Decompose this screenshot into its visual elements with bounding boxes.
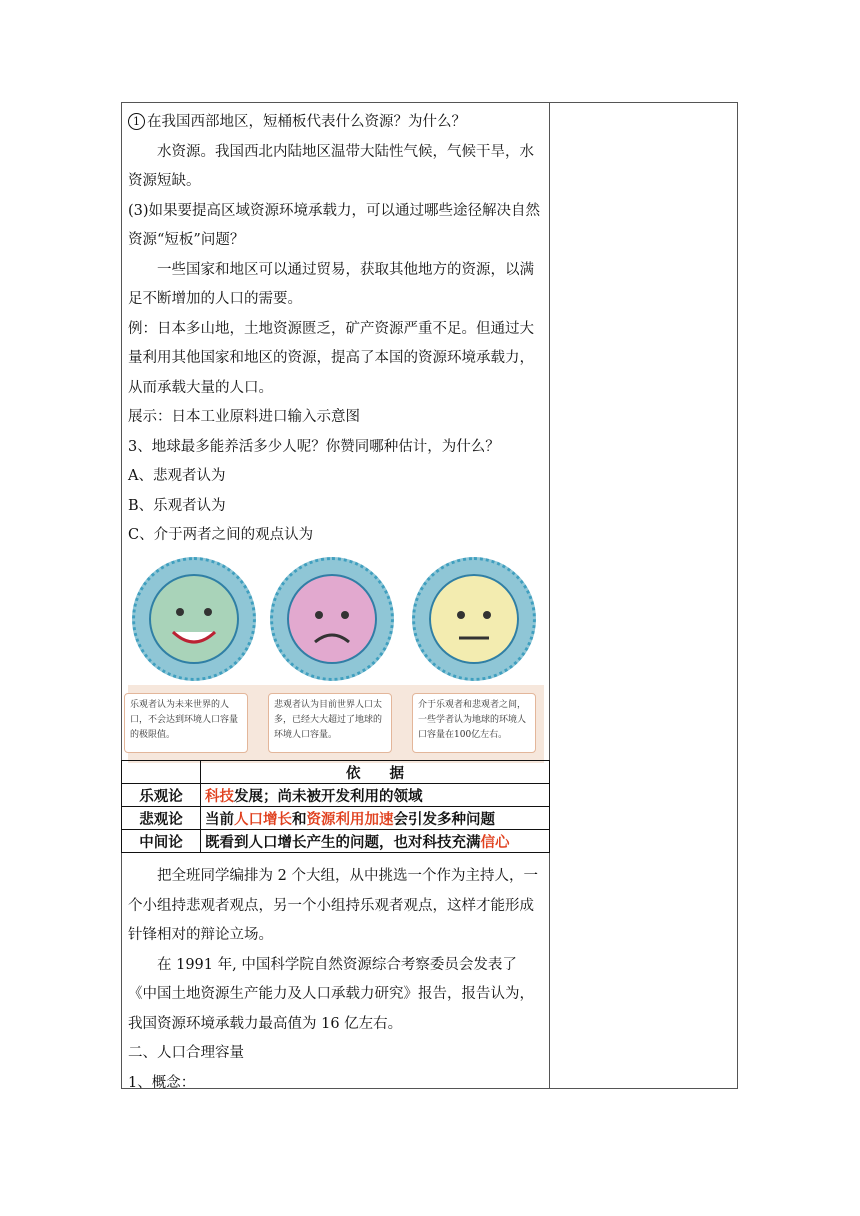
lesson-content-continued — [128, 862, 544, 1098]
table-header: 依 据 — [201, 761, 550, 784]
option-b: B、乐观者认为 — [128, 497, 226, 514]
optimist-caption: 乐观者认为未来世界的人口，不会达到环境人口容量的极限值。 — [124, 693, 248, 753]
answer-1: 水资源。我国西北内陆地区温带大陆性气候，气候干旱，水资源短缺。 — [128, 143, 534, 189]
column-divider — [549, 102, 550, 1089]
concept-label: 1、概念： — [128, 1074, 196, 1091]
pessimist-caption: 悲观者认为目前世界人口太多，已经大大超过了地球的环境人口容量。 — [268, 693, 392, 753]
question-population: 3、地球最多能养活多少人呢？你赞同哪种估计，为什么？ — [128, 438, 500, 455]
row-basis: 既看到人口增长产生的问题，也对科技充满信心 — [201, 830, 550, 853]
option-c: C、介于两者之间的观点认为 — [128, 527, 314, 543]
display-note: 展示：日本工业原料进口输入示意图 — [128, 409, 360, 425]
report-paragraph: 在 1991 年, 中国科学院自然资源综合考察委员会发表了《中国土地资源生产能力及人口承载力研究》报告，报告认为，我国资源环境承载力最高值为 16 亿左右。 — [128, 956, 534, 1032]
table-row: 中间论 既看到人口增长产生的问题，也对科技充满信心 — [122, 830, 550, 853]
debate-instruction: 把全班同学编排为 2 个大组，从中挑选一个作为主持人，一个小组持悲观者观点，另一个小组持乐观者观点，这样才能形成针锋相对的辩论立场。 — [128, 868, 538, 943]
globe-faces-illustration — [128, 557, 544, 767]
circled-number: 1 — [128, 113, 145, 130]
table-row: 乐观论 科技发展；尚未被开发利用的领域 — [122, 784, 550, 807]
answer-3: 一些国家和地区可以通过贸易，获取其他地方的资源，以满足不断增加的人口的需要。 — [128, 261, 534, 307]
moderate-caption: 介于乐观者和悲观者之间，一些学者认为地球的环境人口容量在100亿左右。 — [412, 693, 536, 753]
example-japan: 例：日本多山地，土地资源匮乏，矿产资源严重不足。但通过大量利用其他国家和地区的资源，提高了本国的资源环境承载力，从而承载大量的人口。 — [128, 320, 534, 396]
viewpoint-table — [121, 760, 550, 853]
moderate-globe-icon — [412, 557, 536, 681]
optimist-globe-icon — [132, 557, 256, 681]
pessimist-globe-icon — [270, 557, 394, 681]
option-a: A、悲观者认为 — [128, 468, 226, 484]
row-basis: 当前人口增长和资源利用加速会引发多种问题 — [201, 807, 550, 830]
lesson-content — [128, 108, 544, 767]
question-3: (3)如果要提高区域资源环境承载力，可以通过哪些途径解决自然资源“短板”问题？ — [128, 202, 541, 248]
question-1: 1 在我国西部地区，短桶板代表什么资源？为什么？ — [128, 108, 544, 138]
table-row: 悲观论 当前人口增长和资源利用加速会引发多种问题 — [122, 807, 550, 830]
section-heading: 二、人口合理容量 — [128, 1045, 244, 1061]
row-basis: 科技发展；尚未被开发利用的领域 — [201, 784, 550, 807]
table-header-row — [122, 761, 550, 784]
